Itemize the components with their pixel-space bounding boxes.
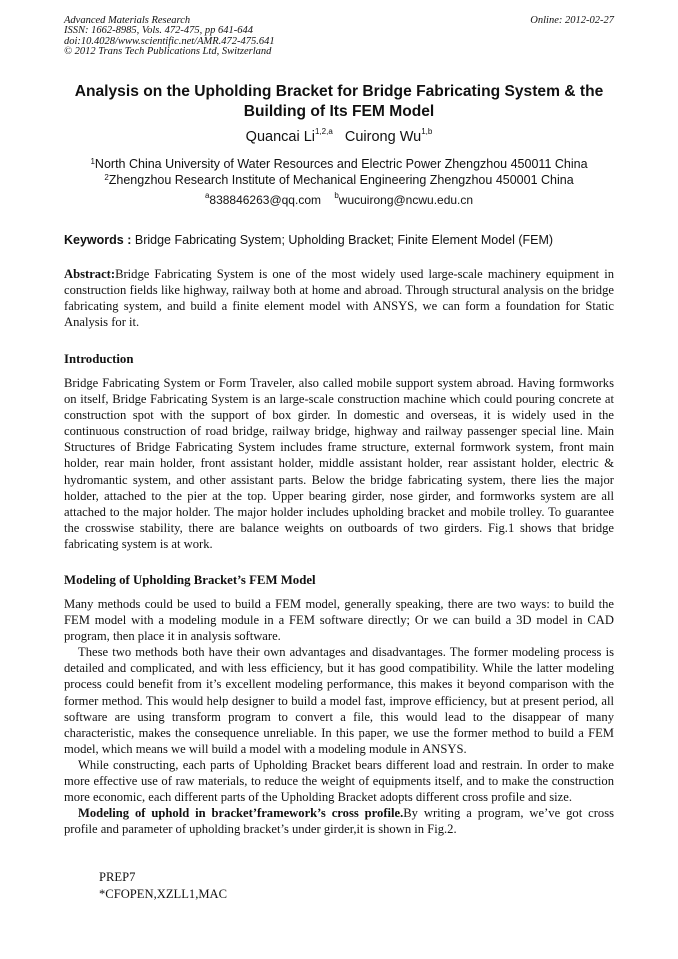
journal-header xyxy=(64,16,275,57)
affiliation-1 xyxy=(60,156,618,172)
affiliation-2 xyxy=(60,172,618,188)
modeling-paragraph-2: These two methods both have their own advantages and disadvantages. The former modeling process is detailed and complicated, and with less efficiency, but it has good compatibility. While the latter modeling process could benefit from it’s excellent modeling performance, this makes it beyond comparison with the former method. This would help designer to build a model fast, improve efficiency, but at present period, all software are using transform program to convert a file, this would lead to the disappear of many characteristic, makes the consequence unreliable. In this paper, we use the former method to build a FEM model, which means we will build a model with a modeling module in ANSYS. xyxy=(64,645,614,756)
keywords-label: Keywords : xyxy=(64,233,132,247)
affiliations xyxy=(60,156,618,188)
section-heading-modeling: Modeling of Upholding Bracket’s FEM Model xyxy=(64,573,316,587)
journal-copyright: © 2012 Trans Tech Publications Ltd, Switzerland xyxy=(64,45,272,57)
modeling-paragraph-4 xyxy=(64,805,614,837)
author-name: Quancai Li xyxy=(245,129,315,145)
author-list xyxy=(60,129,618,145)
keywords-text: Bridge Fabricating System; Upholding Bracket; Finite Element Model (FEM) xyxy=(134,233,554,247)
modeling-paragraph-3: While constructing, each parts of Upholding Bracket bears different load and restrain. In order to make more effective use of raw materials, to reduce the weight of equipments itself, and to make the construction more economic, each different parts of the Upholding Bracket adopts different cross profile and size. xyxy=(64,757,614,805)
author-name: Cuirong Wu xyxy=(344,129,422,145)
email-marker: b xyxy=(334,191,339,200)
affiliation-marker: 2 xyxy=(104,173,109,182)
modeling-body xyxy=(64,596,614,837)
online-date: Online: 2012-02-27 xyxy=(530,15,614,26)
section-heading-introduction: Introduction xyxy=(64,352,134,366)
author-superscript: 1,b xyxy=(421,127,433,136)
author-superscript: 1,2,a xyxy=(315,127,333,136)
introduction-body xyxy=(64,375,614,552)
affiliation-text: North China University of Water Resources and Electric Power Zhengzhou 450011 China xyxy=(94,157,588,171)
keywords xyxy=(64,233,553,247)
abstract xyxy=(64,266,614,330)
email-marker: a xyxy=(204,191,210,200)
affiliation-text: Zhengzhou Research Institute of Mechanical Engineering Zhengzhou 450001 China xyxy=(108,173,574,187)
modeling-paragraph-1: Many methods could be used to build a FEM model, generally speaking, there are two ways: to build the FEM model with a modeling module in a FEM software directly; Or we can build a 3D model in CAD program, then place it in analysis software. xyxy=(64,597,614,644)
code-line: *CFOPEN,XZLL1,MAC xyxy=(99,887,228,901)
abstract-label: Abstract: xyxy=(64,267,116,281)
paper-title-line1: Analysis on the Upholding Bracket for Bridge Fabricating System & the xyxy=(74,83,604,100)
paragraph-text: By writing a program, we’ve got cross profile and parameter of upholding bracket’s under girder,it is shown in Fig.2. xyxy=(64,806,615,837)
introduction-paragraph: Bridge Fabricating System or Form Traveler, also called mobile support system abroad. Having formworks on itself, Bridge Fabricating System is an large-scale construction machine which could pouring concrete at construction spot with the support of box girder. In domestic and overseas, it is widely used in the continuous construction of road bridge, railway bridge, highway and railway passenger special line. Main Structures of Bridge Fabricating System includes frame structure, external formwork system, front main holder, rear main holder, front assistant holder, middle assistant holder, rear assistant holder, electric & hydromantic system, and other assistant parts. Below the bridge fabricating system, there lies the major holder, attached to the pier at the top. Upper bearing girder, nose girder, and formworks system are all attached to the major holder. The major holder includes upholding bracket and mobile trolley. To guarantee the crosswise stability, there are balance weights on outboards of two girders. Fig.1 shows that bridge fabricating system is at work. xyxy=(64,376,614,551)
paper-title xyxy=(60,82,618,122)
journal-doi: doi:10.4028/www.scientific.net/AMR.472-475.641 xyxy=(64,35,275,47)
abstract-text: Bridge Fabricating System is one of the most widely used large-scale machinery equipment in construction fields like highway, railway both at home and abroad. Through structural analysis on the bridge fabricating system, and build a finite element model with ANSYS, we can form a foundation for Static Analysis for it. xyxy=(64,267,614,330)
subsection-run-in-heading: Modeling of uphold in bracket’framework’s cross profile. xyxy=(78,806,404,821)
email-b: wucuirong@ncwu.edu.cn xyxy=(338,193,474,207)
code-line: PREP7 xyxy=(99,870,136,884)
email-a: 838846263@qq.com xyxy=(209,193,321,207)
author-emails xyxy=(60,193,618,207)
paper-title-line2: Building of Its FEM Model xyxy=(243,103,435,120)
journal-issn: ISSN: 1662-8985, Vols. 472-475, pp 641-644 xyxy=(64,25,253,37)
affiliation-marker: 1 xyxy=(90,157,95,166)
journal-name: Advanced Materials Research xyxy=(64,15,191,26)
code-listing xyxy=(99,869,227,903)
